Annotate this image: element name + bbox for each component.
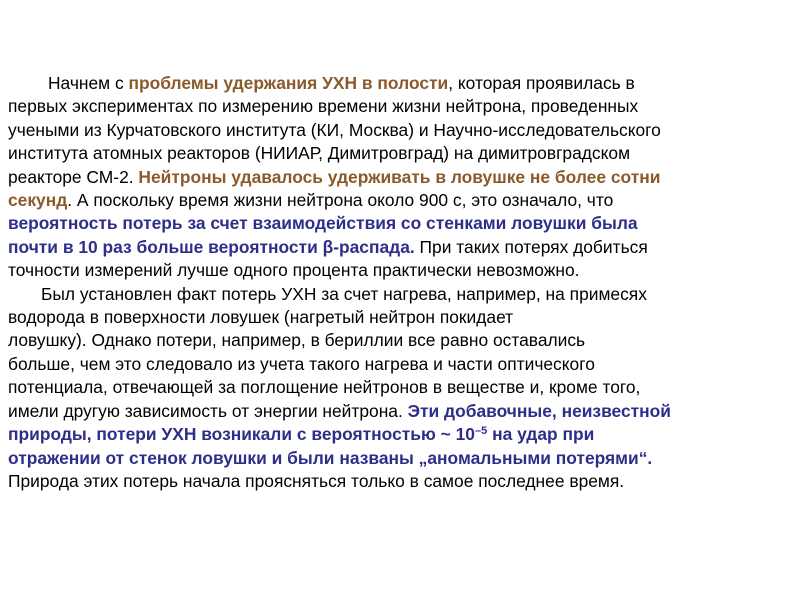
highlight-blue: отражении от стенок ловушки и были названы „аномальными потерями“. [8,447,653,468]
highlight-blue: почти в 10 раз больше вероятности β-распада. [8,236,415,257]
text-line: Был установлен факт потерь УХН за счет нагрева, например, на примесях [41,283,647,304]
paragraph-1 [8,72,792,283]
text-line [8,72,792,95]
paragraph-2 [8,283,792,494]
text-line: института атомных реакторов (НИИАР, Димитровград) на димитровградском [8,143,631,164]
text-line [8,236,792,259]
text-line: ловушку). Однако потери, например, в бериллии все равно оставались [8,330,586,351]
text-line [8,166,792,189]
text-run: , которая проявилась в [448,73,635,93]
text-line: точности измерений лучше одного процента практически невозможно. [8,260,580,281]
text-line [8,400,792,423]
text-line: первых экспериментах по измерению времени жизни нейтрона, проведенных [8,96,639,117]
highlight-brown: Нейтроны удавалось удерживать в ловушке не более сотни [138,166,661,187]
highlight-blue: на удар при [487,424,595,445]
highlight-blue: Эти добавочные, неизвестной [407,400,671,421]
text-line: больше, чем это следовало из учета такого нагрева и части оптического [8,353,595,374]
text-run: реакторе СМ-2. [8,166,139,187]
slide-body [8,72,792,493]
text-line: учеными из Курчатовского института (КИ, Москва) и Научно-исследовательского [8,119,661,140]
highlight-blue: вероятность потерь за счет взаимодействия со стенками ловушки была [8,213,638,234]
highlight-brown: секунд [8,190,68,211]
highlight-blue: природы, потери УХН возникали с вероятностью ~ 10 [8,424,475,445]
text-run: Начнем с [48,73,129,93]
exponent: –5 [474,425,488,438]
text-run: . А поскольку время жизни нейтрона около 900 с, это означало, что [67,190,614,211]
text-line [8,423,792,446]
text-line: потенциала, отвечающей за поглощение нейтронов в веществе и, кроме того, [8,377,641,398]
text-run: имели другую зависимость от энергии нейтрона. [8,400,408,421]
text-run: При таких потерях добиться [414,236,648,257]
text-line: водорода в поверхности ловушек (нагретый нейтрон покидает [8,307,514,328]
text-line [8,189,792,212]
highlight-brown: проблемы удержания УХН в полости [128,73,449,93]
text-line: Природа этих потерь начала проясняться только в самое последнее время. [8,470,625,491]
